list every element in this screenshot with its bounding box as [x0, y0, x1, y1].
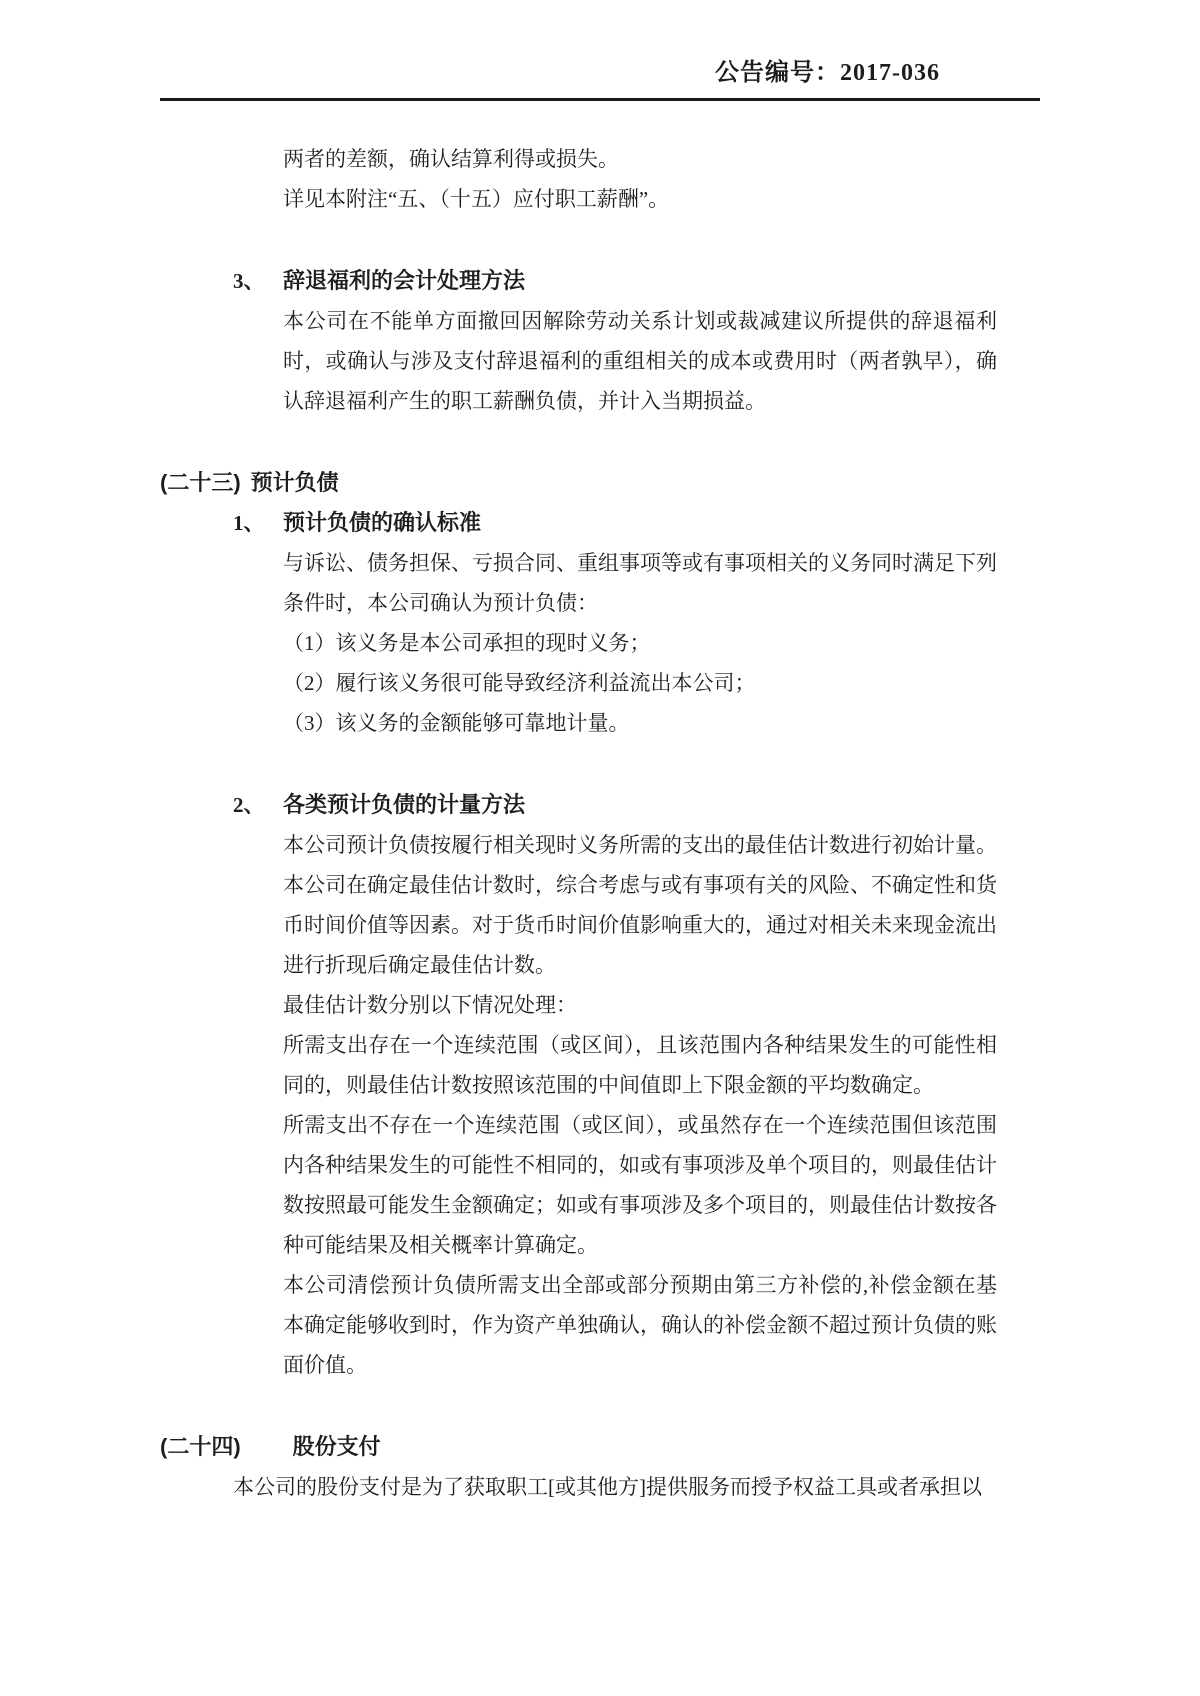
section3-heading — [160, 261, 1040, 301]
list-item: （2）履行该义务很可能导致经济利益流出本公司； — [283, 671, 756, 695]
section23-title: 预计负债 — [250, 470, 339, 495]
header-rule — [160, 98, 1040, 101]
section23-sub1-heading — [160, 503, 1040, 543]
intro-line: 详见本附注“五、（十五）应付职工薪酬”。 — [283, 187, 670, 211]
list-item: （3）该义务的金额能够可靠地计量。 — [283, 711, 630, 735]
section3-body — [160, 301, 1040, 421]
section24-number: (二十四) — [160, 1434, 241, 1459]
paragraph: 本公司预计负债按履行相关现时义务所需的支出的最佳估计数进行初始计量。本公司在确定最佳估计数时，综合考虑与或有事项有关的风险、不确定性和货币时间价值等因素。对于货币时间价值影响重大的，通过对相关未来现金流出进行折现后确定最佳估计数。 — [283, 833, 997, 977]
sub1-number: 1、 — [233, 511, 265, 535]
section3-title: 辞退福利的会计处理方法 — [283, 268, 526, 293]
page-header — [0, 0, 1200, 88]
intro-block — [160, 139, 1040, 219]
section24-title: 股份支付 — [292, 1434, 381, 1459]
section23-sub1-body — [160, 543, 1040, 743]
section23-heading — [160, 463, 1040, 503]
section24-heading — [160, 1427, 1040, 1467]
sub2-title: 各类预计负债的计量方法 — [283, 792, 526, 817]
paragraph: 所需支出存在一个连续范围（或区间），且该范围内各种结果发生的可能性相同的，则最佳估计数按照该范围的中间值即上下限金额的平均数确定。 — [283, 1033, 997, 1097]
document-body — [160, 139, 1040, 1507]
section23-number: (二十三) — [160, 470, 241, 495]
paragraph: 与诉讼、债务担保、亏损合同、重组事项等或有事项相关的义务同时满足下列条件时，本公司确认为预计负债： — [283, 551, 997, 615]
list-item: （1）该义务是本公司承担的现时义务； — [283, 631, 651, 655]
section3-number: 3、 — [233, 269, 265, 293]
section23-sub2-heading — [160, 785, 1040, 825]
paragraph: 所需支出不存在一个连续范围（或区间），或虽然存在一个连续范围但该范围内各种结果发生的可能性不相同的，如或有事项涉及单个项目的，则最佳估计数按照最可能发生金额确定；如或有事项涉及多个项目的，则最佳估计数按各种可能结果及相关概率计算确定。 — [283, 1113, 997, 1257]
section23-sub2-body — [160, 825, 1040, 1385]
doc-number: 公告编号：2017-036 — [715, 60, 940, 86]
intro-line: 两者的差额，确认结算利得或损失。 — [283, 147, 619, 171]
paragraph: 本公司清偿预计负债所需支出全部或部分预期由第三方补偿的,补偿金额在基本确定能够收到时，作为资产单独确认，确认的补偿金额不超过预计负债的账面价值。 — [283, 1273, 997, 1377]
sub2-number: 2、 — [233, 793, 265, 817]
paragraph: 本公司在不能单方面撤回因解除劳动关系计划或裁减建议所提供的辞退福利时，或确认与涉及支付辞退福利的重组相关的成本或费用时（两者孰早），确认辞退福利产生的职工薪酬负债，并计入当期损益。 — [283, 309, 997, 413]
section24-paragraph: 本公司的股份支付是为了获取职工[或其他方]提供服务而授予权益工具或者承担以 — [233, 1475, 982, 1499]
paragraph: 最佳估计数分别以下情况处理： — [283, 993, 577, 1017]
sub1-title: 预计负债的确认标准 — [283, 510, 482, 535]
